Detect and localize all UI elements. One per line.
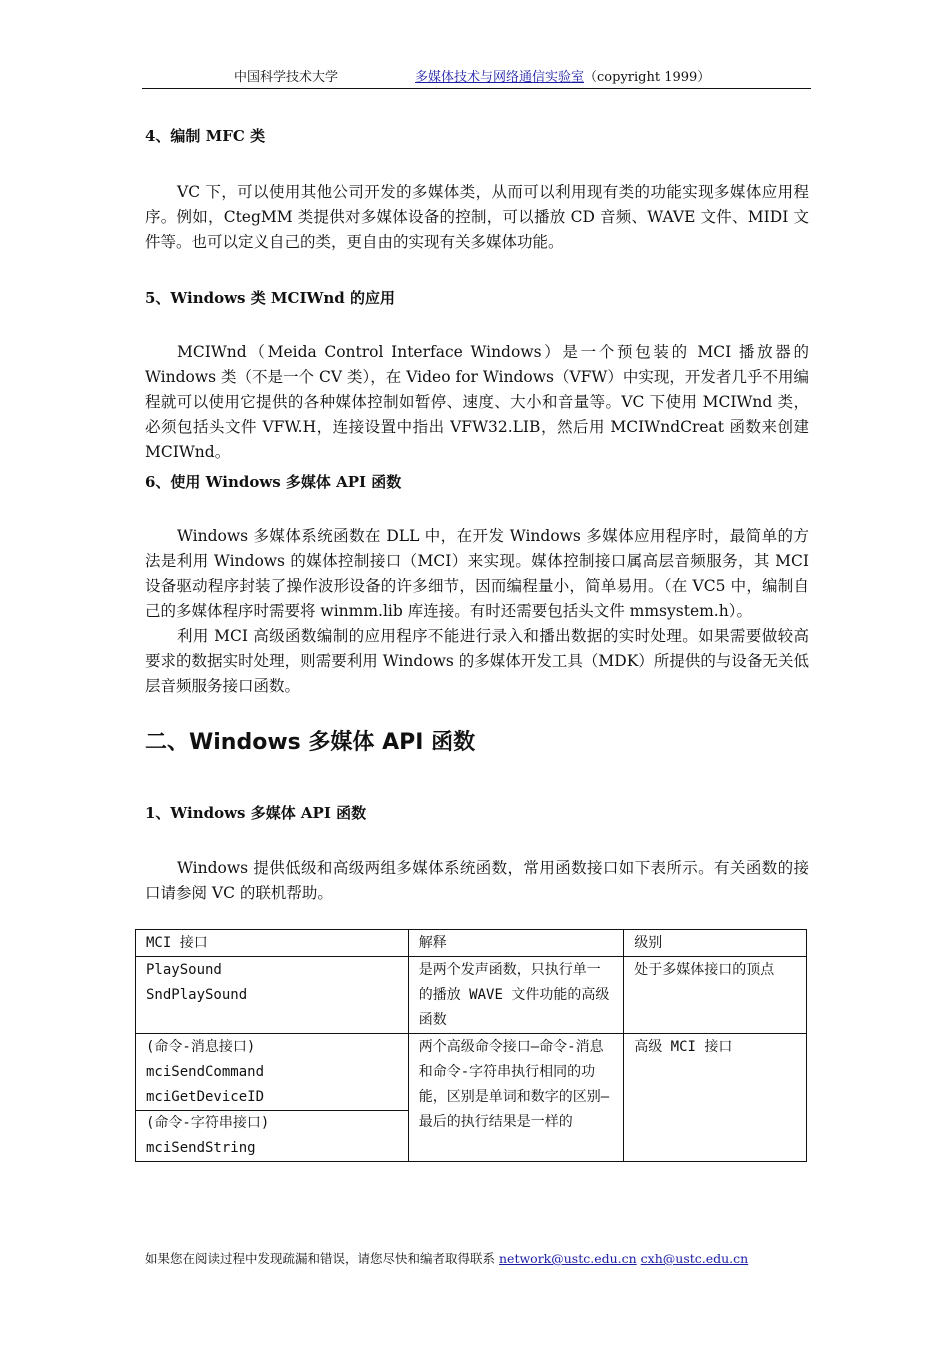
interface-name: (命令-字符串接口) xyxy=(136,1110,408,1136)
description-cell: 两个高级命令接口—命令-消息和命令-字符串执行相同的功能，区别是单词和数字的区别—最后的执行结果是一样的 xyxy=(408,1034,624,1162)
footer-email-cxh[interactable]: cxh@ustc.edu.cn xyxy=(640,1251,749,1266)
footer-email-network[interactable]: network@ustc.edu.cn xyxy=(499,1251,637,1266)
interface-cell xyxy=(136,957,409,1034)
footer-text: 如果您在阅读过程中发现疏漏和错误，请您尽快和编者取得联系 xyxy=(145,1251,496,1266)
header-copyright: （copyright 1999） xyxy=(584,70,711,85)
header-rule xyxy=(142,88,811,89)
description-cell: 是两个发声函数，只执行单一的播放 WAVE 文件功能的高级函数 xyxy=(408,957,624,1034)
section-6-heading: 6、使用 Windows 多媒体 API 函数 xyxy=(145,473,402,491)
page-header xyxy=(142,66,810,90)
interface-cell xyxy=(136,1034,409,1162)
header-cell-description: 解释 xyxy=(408,930,624,957)
interface-name: mciSendString xyxy=(146,1140,256,1156)
section-6-paragraph-1: Windows 多媒体系统函数在 DLL 中，在开发 Windows 多媒体应用程序时，最简单的方法是利用 Windows 的媒体控制接口（MCI）来实现。媒体控制接口属高层音频服务，其 MCI 设备驱动程序封装了操作波形设备的许多细节，因而编程量小，简单易用。（在 VC5 中，编制自己的多媒体程序时需要将 winmm.lib 库连接。有时还需要包括头文件 mmsystem.h）。 xyxy=(145,527,809,620)
table-header-row xyxy=(136,930,807,957)
header-org: 中国科学技术大学 xyxy=(234,70,339,85)
interface-name: mciGetDeviceID xyxy=(146,1089,265,1105)
interface-name: mciSendCommand xyxy=(146,1064,265,1080)
header-lab xyxy=(415,68,710,88)
interface-name: (命令-消息接口) xyxy=(146,1039,256,1055)
table-row xyxy=(136,1034,807,1162)
section-4-paragraph: VC 下，可以使用其他公司开发的多媒体类，从而可以利用现有类的功能实现多媒体应用程序。例如，CtegMM 类提供对多媒体设备的控制，可以播放 CD 音频、WAVE 文件、MIDI 文件等。也可以定义自己的类，更自由的实现有关多媒体功能。 xyxy=(145,183,809,251)
table-row xyxy=(136,957,807,1034)
header-cell-interface: MCI 接口 xyxy=(136,930,409,957)
mci-interface-table xyxy=(135,929,807,1162)
chapter-heading: 二、Windows 多媒体 API 函数 xyxy=(145,730,476,755)
subsection-1-paragraph: Windows 提供低级和高级两组多媒体系统函数，常用函数接口如下表所示。有关函数的接口请参阅 VC 的联机帮助。 xyxy=(145,859,809,902)
section-6-paragraph-2: 利用 MCI 高级函数编制的应用程序不能进行录入和播出数据的实时处理。如果需要做较高要求的数据实时处理，则需要利用 Windows 的多媒体开发工具（MDK）所提供的与设备无关低层音频服务接口函数。 xyxy=(145,627,809,695)
level-cell: 高级 MCI 接口 xyxy=(624,1034,807,1162)
interface-name: PlaySound xyxy=(146,962,222,978)
lab-link[interactable]: 多媒体技术与网络通信实验室 xyxy=(415,70,585,85)
header-cell-level: 级别 xyxy=(624,930,807,957)
page-footer xyxy=(145,1250,748,1268)
interface-name: SndPlaySound xyxy=(146,987,248,1003)
section-4-heading: 4、编制 MFC 类 xyxy=(145,127,266,145)
section-5-paragraph: MCIWnd（Meida Control Interface Windows）是一个预包装的 MCI 播放器的 Windows 类（不是一个 CV 类），在 Video for Windows（VFW）中实现，开发者几乎不用编程就可以使用它提供的各种媒体控制如暂停、速度、大小和音量等。VC 下使用 MCIWnd 类，必须包括头文件 VFW.H，连接设置中指出 VFW32.LIB，然后用 MCIWndCreat 函数来创建 MCIWnd。 xyxy=(145,343,809,461)
section-5-heading: 5、Windows 类 MCIWnd 的应用 xyxy=(145,289,395,307)
level-cell: 处于多媒体接口的顶点 xyxy=(624,957,807,1034)
subsection-1-heading: 1、Windows 多媒体 API 函数 xyxy=(145,804,367,822)
